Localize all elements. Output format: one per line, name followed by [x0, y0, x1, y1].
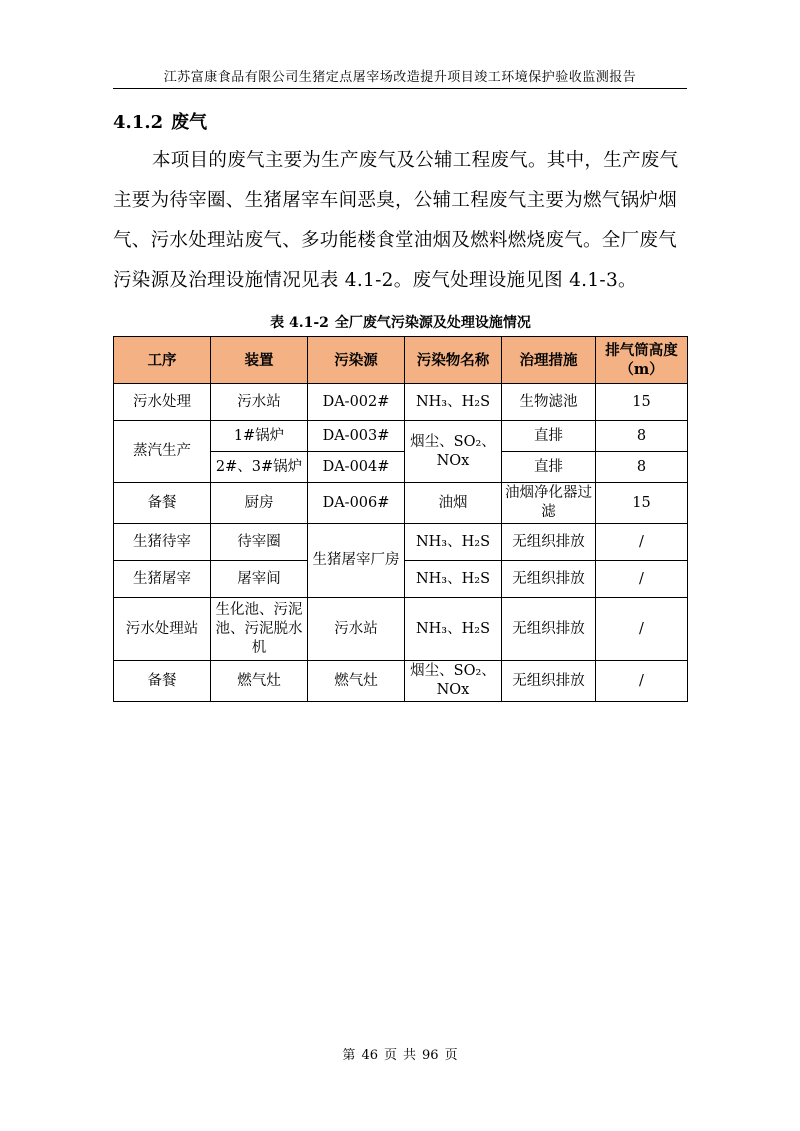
source-cell: 生猪屠宰厂房 [308, 524, 405, 598]
footer-page-word: 页 [383, 1048, 397, 1063]
process-cell: 备餐 [114, 483, 211, 524]
height-cell: 15 [596, 384, 688, 421]
height-cell: / [596, 561, 688, 598]
height-cell: / [596, 524, 688, 561]
process-cell: 生猪待宰 [114, 524, 211, 561]
process-cell: 生猪屠宰 [114, 561, 211, 598]
device-cell: 2#、3#锅炉 [211, 452, 308, 483]
treatment-cell: 生物滤池 [502, 384, 596, 421]
table-header-row [114, 337, 688, 384]
treatment-cell: 直排 [502, 421, 596, 452]
treatment-cell: 油烟净化器过滤 [502, 483, 596, 524]
height-cell: / [596, 598, 688, 661]
process-cell: 备餐 [114, 661, 211, 702]
device-cell: 厨房 [211, 483, 308, 524]
device-cell: 燃气灶 [211, 661, 308, 702]
source-cell: DA-004# [308, 452, 405, 483]
source-cell: DA-003# [308, 421, 405, 452]
table-row [114, 384, 688, 421]
pollutant-cell: NH₃、H₂S [405, 384, 502, 421]
source-cell: 燃气灶 [308, 661, 405, 702]
header-cell: 工序 [114, 337, 211, 384]
table-caption [113, 312, 688, 332]
device-cell: 待宰圈 [211, 524, 308, 561]
device-cell: 污水站 [211, 384, 308, 421]
device-cell: 1#锅炉 [211, 421, 308, 452]
process-cell: 蒸汽生产 [114, 421, 211, 483]
section-heading [113, 108, 207, 134]
header-cell: 装置 [211, 337, 308, 384]
header-cell: 排气筒高度（m） [596, 337, 688, 384]
header-cell: 治理措施 [502, 337, 596, 384]
section-title: 废气 [171, 112, 208, 133]
pollutant-cell: NH₃、H₂S [405, 561, 502, 598]
pollutant-cell: NH₃、H₂S [405, 524, 502, 561]
table-caption-number: 表 4.1-2 [270, 315, 329, 331]
height-cell: 8 [596, 452, 688, 483]
footer-total-label: 共 [403, 1048, 417, 1063]
process-cell: 污水处理 [114, 384, 211, 421]
page-header: 江苏富康食品有限公司生猪定点屠宰场改造提升项目竣工环境保护验收监测报告 [113, 66, 687, 89]
emission-sources-table [113, 336, 688, 702]
height-cell: / [596, 661, 688, 702]
table-caption-title: 全厂废气污染源及处理设施情况 [334, 315, 531, 331]
footer-page-number: 46 [361, 1048, 378, 1063]
device-cell: 生化池、污泥池、污泥脱水机 [211, 598, 308, 661]
pollutant-cell: 油烟 [405, 483, 502, 524]
footer-total-pages: 96 [422, 1048, 439, 1063]
table-row [114, 661, 688, 702]
header-cell: 污染源 [308, 337, 405, 384]
treatment-cell: 直排 [502, 452, 596, 483]
height-cell: 8 [596, 421, 688, 452]
source-cell: DA-006# [308, 483, 405, 524]
process-cell: 污水处理站 [114, 598, 211, 661]
height-cell: 15 [596, 483, 688, 524]
treatment-cell: 无组织排放 [502, 561, 596, 598]
pollutant-cell: 烟尘、SO₂、NOx [405, 421, 502, 483]
section-number: 4.1.2 [113, 112, 164, 133]
treatment-cell: 无组织排放 [502, 598, 596, 661]
pollutant-cell: NH₃、H₂S [405, 598, 502, 661]
pollutant-cell: 烟尘、SO₂、NOx [405, 661, 502, 702]
page-footer [0, 1044, 800, 1063]
table-row [114, 421, 688, 452]
body-paragraph: 本项目的废气主要为生产废气及公辅工程废气。其中，生产废气主要为待宰圈、生猪屠宰车间恶臭，公辅工程废气主要为燃气锅炉烟气、污水处理站废气、多功能楼食堂油烟及燃料燃烧废气。全厂废气污染源及治理设施情况见表 4.1-2。废气处理设施见图 4.1-3。 [113, 150, 679, 291]
footer-total-word: 页 [444, 1048, 458, 1063]
table-row [114, 483, 688, 524]
header-cell: 污染物名称 [405, 337, 502, 384]
source-cell: 污水站 [308, 598, 405, 661]
table-row [114, 598, 688, 661]
source-cell: DA-002# [308, 384, 405, 421]
device-cell: 屠宰间 [211, 561, 308, 598]
footer-page-label: 第 [342, 1048, 356, 1063]
treatment-cell: 无组织排放 [502, 661, 596, 702]
table-row [114, 524, 688, 561]
treatment-cell: 无组织排放 [502, 524, 596, 561]
